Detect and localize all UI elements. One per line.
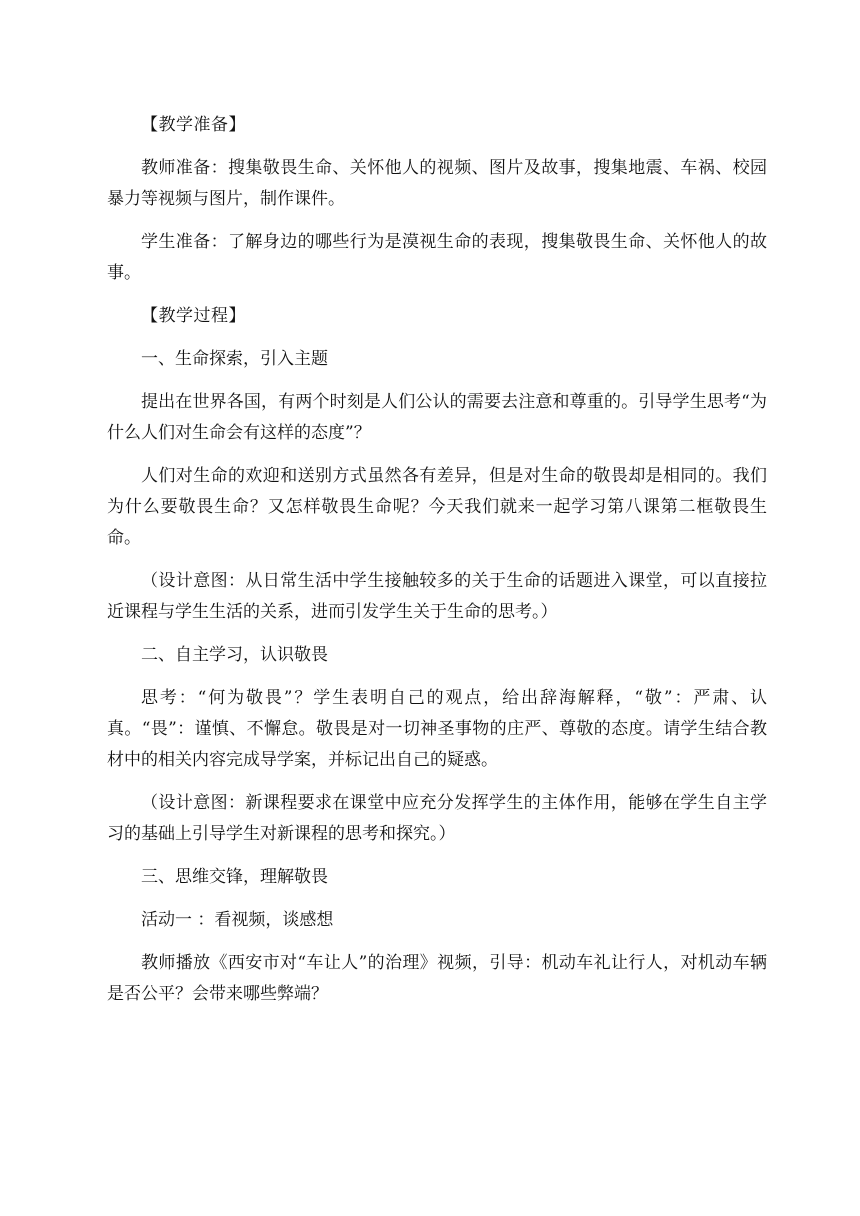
subheading-part-three: 三、思维交锋，理解敬畏 (141, 867, 328, 887)
paragraph-part-one-body: 人们对生命的欢迎和送别方式虽然各有差异，但是对生命的敬畏却是相同的。我们为什么要敬畏生命？又怎样敬畏生命呢？今天我们就来一起学习第八课第二框敬畏生命。 (107, 466, 767, 548)
subheading-part-one: 一、生命探索，引入主题 (141, 349, 328, 369)
subheading-part-two: 二、自主学习，认识敬畏 (141, 645, 328, 665)
paragraph-activity-one-body: 教师播放《西安市对“车让人”的治理》视频，引导：机动车礼让行人，对机动车辆是否公平？会带来哪些弊端？ (107, 953, 767, 1004)
subheading-activity-one: 活动一 ：看视频，谈感想 (141, 910, 334, 930)
paragraph-part-one-intro: 提出在世界各国，有两个时刻是人们公认的需要去注意和尊重的。引导学生思考“为什么人们对生命会有这样的态度”？ (107, 392, 767, 443)
paragraph-teacher-preparation: 教师准备：搜集敬畏生命、关怀他人的视频、图片及故事，搜集地震、车祸、校园暴力等视频与图片，制作课件。 (107, 158, 767, 209)
section-heading-process: 【教学过程】 (141, 306, 246, 326)
paragraph-design-intent-two: （设计意图：新课程要求在课堂中应充分发挥学生的主体作用，能够在学生自主学习的基础上引导学生对新课程的思考和探究。） (107, 793, 767, 844)
section-heading-preparation: 【教学准备】 (141, 115, 246, 135)
document-page (107, 110, 767, 1010)
paragraph-part-two-body: 思考：“何为敬畏”？学生表明自己的观点，给出辞海解释，“敬”：严肃、认真。“畏”：谨慎、不懈怠。敬畏是对一切神圣事物的庄严、尊敬的态度。请学生结合教材中的相关内容完成导学案，并标记出自己的疑惑。 (107, 688, 767, 770)
paragraph-student-preparation: 学生准备：了解身边的哪些行为是漠视生命的表现，搜集敬畏生命、关怀他人的故事。 (107, 232, 767, 283)
paragraph-design-intent-one: （设计意图：从日常生活中学生接触较多的关于生命的话题进入课堂，可以直接拉近课程与学生生活的关系，进而引发学生关于生命的思考。） (107, 571, 767, 622)
